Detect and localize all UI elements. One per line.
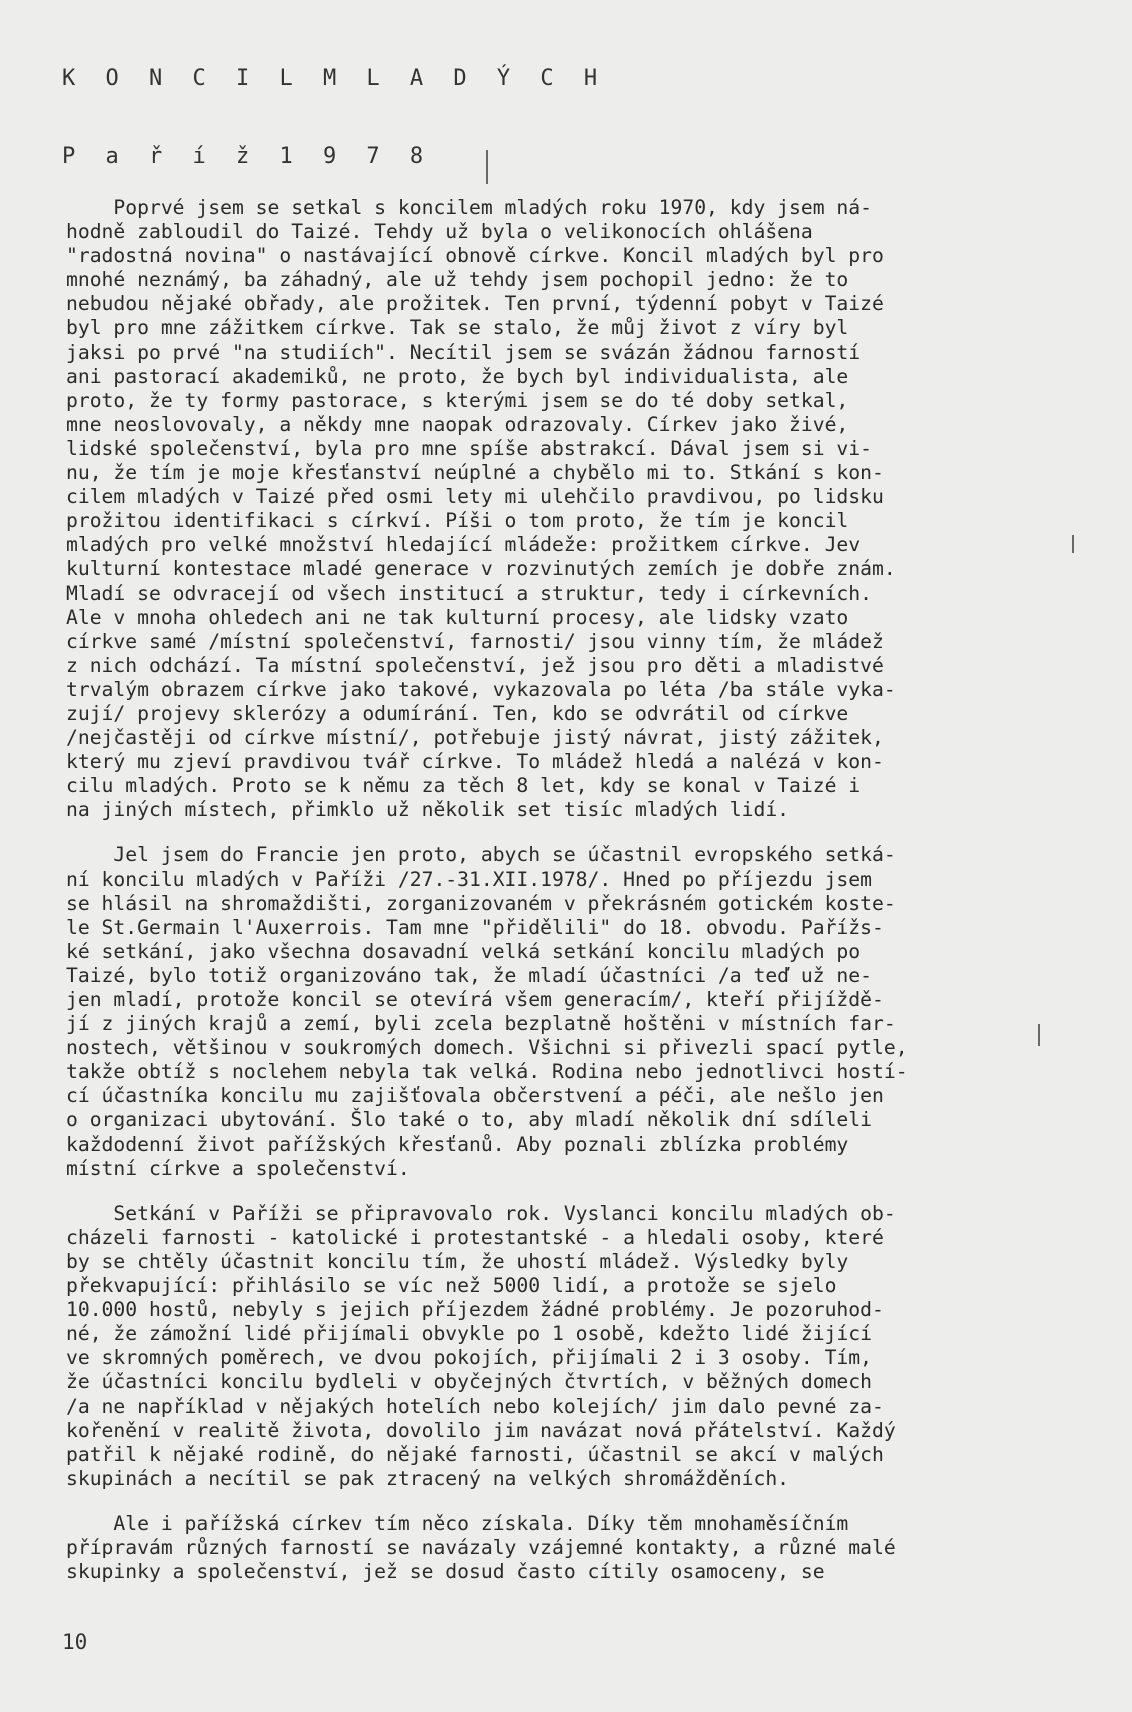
text-line: byl pro mne zážitkem církve. Tak se stalo, že můj život z víry byl (66, 316, 849, 340)
paragraph (66, 843, 1106, 1180)
body-text (66, 196, 1106, 1605)
paragraph (66, 1512, 1106, 1584)
text-line: každodenní život pařížských křesťanů. Aby poznali zblízka problémy (66, 1132, 849, 1156)
text-line: na jiných místech, přimklo už několik set tisíc mladých lidí. (66, 798, 790, 822)
text-line: ve skromných poměrech, ve dvou pokojích, přijímali 2 i 3 osoby. Tím, (66, 1346, 872, 1370)
text-line: z nich odchází. Ta místní společenství, jež jsou pro děti a mladistvé (66, 653, 884, 677)
text-line: mladých pro velké množství hledající mládeže: prožitkem církve. Jev (66, 533, 861, 557)
paragraph (66, 196, 1106, 822)
text-line: hodně zabloudil do Taizé. Tehdy už byla o velikonocích ohlášena (66, 220, 813, 244)
text-line: Mladí se odvracejí od všech institucí a struktur, tedy i církevních. (66, 581, 872, 605)
text-line: le St.Germain l'Auxerrois. Tam mne "přidělili" do 18. obvodu. Pařížs- (66, 915, 884, 939)
text-line: cilem mladých v Taizé před osmi lety mi ulehčilo pravdivou, po lidsku (66, 485, 884, 509)
pen-mark (1072, 535, 1074, 553)
text-line: takže obtíž s noclehem nebyla tak velká. Rodina nebo jednotlivci hostí- (66, 1060, 908, 1084)
text-line: ani pastorací akademiků, ne proto, že bych byl individualista, ale (66, 364, 849, 388)
text-line: cházeli farnosti - katolické i protestantské - a hledali osoby, které (66, 1225, 884, 1249)
text-line: že účastníci koncilu bydleli v obyčejných čtvrtích, v běžných domech (66, 1370, 872, 1394)
text-line: skupinky a společenství, jež se dosud často cítily osamoceny, se (66, 1560, 825, 1584)
text-line: nu, že tím je moje křesťanství neúplné a chybělo mi to. Stkání s kon- (66, 461, 884, 485)
text-line: cí účastníka koncilu mu zajišťovala občerstvení a péči, ale nešlo jen (66, 1084, 884, 1108)
text-line: cilu mladých. Proto se k němu za těch 8 let, kdy se konal v Taizé i (66, 774, 861, 798)
text-line: místní církve a společenství. (66, 1156, 410, 1180)
pen-mark (486, 150, 488, 184)
text-line: církve samé /místní společenství, farnosti/ jsou vinny tím, že mládež (66, 629, 884, 653)
text-line: /a ne například v nějakých hotelích nebo kolejích/ jim dalo pevné za- (66, 1394, 884, 1418)
text-line: né, že zámožní lidé přijímali obvykle po 1 osobě, kdežto lidé žijící (66, 1322, 872, 1346)
text-line: 10.000 hostů, nebyly s jejich příjezdem žádné problémy. Je pozoruhod- (66, 1298, 884, 1322)
text-line: Taizé, bylo totiž organizováno tak, že mladí účastníci /a teď už ne- (66, 963, 872, 987)
text-line: ké setkání, jako všechna dosavadní velká setkání koncilu mladých po (66, 939, 861, 963)
text-line: mne neoslovovaly, a někdy mne naopak odrazovaly. Církev jako živé, (66, 412, 849, 436)
text-line: o organizaci ubytování. Šlo také o to, aby mladí několik dní sdíleli (66, 1108, 872, 1132)
text-line: ní koncilu mladých v Paříži /27.-31.XII.1978/. Hned po příjezdu jsem (66, 867, 872, 891)
text-line: nebudou nějaké obřady, ale prožitek. Ten první, týdenní pobyt v Taizé (66, 292, 884, 316)
text-line: proto, že ty formy pastorace, s kterými jsem se do té doby setkal, (66, 388, 849, 412)
text-line: "radostná novina" o nastávající obnově církve. Koncil mladých byl pro (66, 244, 884, 268)
text-line: lidské společenství, byla pro mne spíše abstrakcí. Dával jsem si vi- (66, 436, 872, 460)
text-line: by se chtěly účastnit koncilu tím, že uhostí mládež. Výsledky byly (66, 1249, 849, 1273)
text-line: Ale i pařížská církev tím něco získala. Díky těm mnohaměsíčním (66, 1511, 849, 1535)
text-line: překvapující: přihlásilo se víc než 5000 lidí, a protože se sjelo (66, 1274, 837, 1298)
text-line: kořenění v realitě života, dovolilo jim navázat nová přátelství. Každý (66, 1418, 896, 1442)
text-line: skupinách a necítil se pak ztracený na velkých shromážděních. (66, 1466, 790, 1490)
page-title: K O N C I L M L A D Ý C H (62, 66, 606, 91)
text-line: Jel jsem do Francie jen proto, abych se účastnil evropského setká- (66, 843, 896, 867)
text-line: Setkání v Paříži se připravovalo rok. Vyslanci koncilu mladých ob- (66, 1201, 896, 1225)
text-line: se hlásil na shromaždišti, zorganizovaném v překrásném gotickém koste- (66, 891, 896, 915)
text-line: prožitou identifikaci s církví. Píši o tom proto, že tím je koncil (66, 509, 849, 533)
text-line: jaksi po prvé "na studiích". Necítil jsem se svázán žádnou farností (66, 340, 861, 364)
text-line: nostech, většinou v soukromých domech. Všichni si přivezli spací pytle, (66, 1036, 908, 1060)
pen-mark (1038, 1024, 1040, 1046)
text-line: jen mladí, protože koncil se otevírá všem generacím/, kteří přijíždě- (66, 988, 884, 1011)
text-line: kulturní kontestace mladé generace v rozvinutých zemích je dobře znám. (66, 557, 896, 581)
page-number: 10 (62, 1630, 88, 1654)
text-line: /nejčastěji od církve místní/, potřebuje jistý návrat, jistý zážitek, (66, 726, 884, 750)
page-subtitle: P a ř í ž 1 9 7 8 (62, 144, 432, 169)
text-line: Poprvé jsem se setkal s koncilem mladých roku 1970, kdy jsem ná- (66, 196, 872, 219)
text-line: mnohé neznámý, ba záhadný, ale už tehdy jsem pochopil jedno: že to (66, 268, 849, 292)
text-line: přípravám různých farností se navázaly vzájemné kontakty, a různé malé (66, 1535, 896, 1559)
paragraph (66, 1202, 1106, 1491)
text-line: zují/ projevy sklerózy a odumírání. Ten, kdo se odvrátil od církve (66, 701, 849, 725)
text-line: jí z jiných krajů a zemí, byli zcela bezplatně hoštěni v místních far- (66, 1012, 896, 1036)
text-line: který mu zjeví pravdivou tvář církve. To mládež hledá a nalézá v kon- (66, 750, 884, 774)
text-line: trvalým obrazem církve jako takové, vykazovala po léta /ba stále vyka- (66, 677, 896, 701)
text-line: patřil k nějaké rodině, do nějaké farnosti, účastnil se akcí v malých (66, 1442, 884, 1466)
text-line: Ale v mnoha ohledech ani ne tak kulturní procesy, ale lidsky vzato (66, 605, 849, 629)
